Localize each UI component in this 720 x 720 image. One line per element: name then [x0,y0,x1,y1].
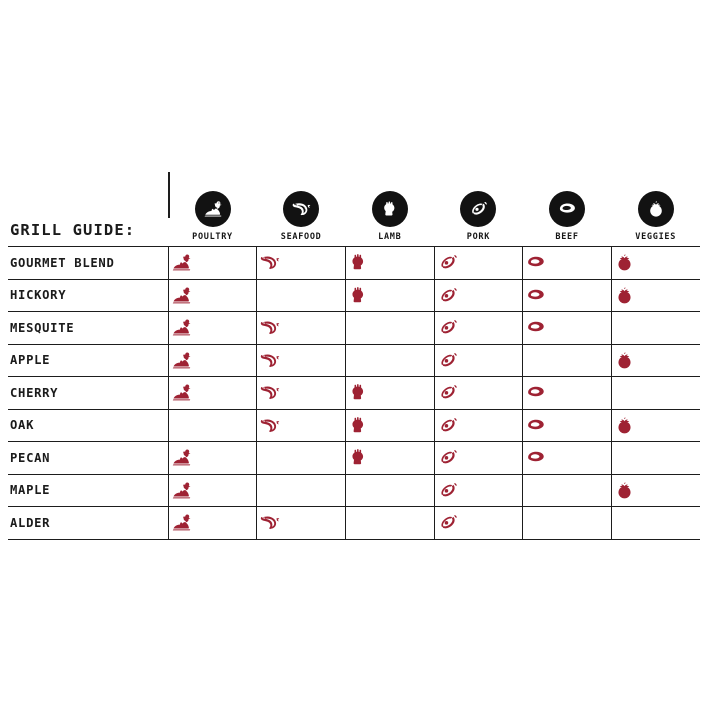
cell-beef [523,344,612,377]
cell-seafood [257,474,346,507]
shrimp-icon [283,191,319,227]
cell-seafood [257,344,346,377]
cell-pork [434,377,523,410]
column-header-veggies [611,172,700,247]
lamb-chop-icon [346,445,434,470]
cell-pork [434,442,523,475]
cell-seafood [257,507,346,540]
cell-lamb [345,377,434,410]
tomato-icon [612,250,700,275]
table-row [8,377,700,410]
row-label: ALDER [10,515,51,530]
cell-veggies [611,377,700,410]
cell-poultry [168,312,257,345]
row-label: APPLE [10,353,51,368]
cell-beef [523,442,612,475]
cell-pork [434,279,523,312]
steak-icon [523,445,611,470]
column-header-lamb [345,172,434,247]
tomato-icon [612,478,700,503]
page-title: GRILL GUIDE: [10,221,136,239]
row-label: PECAN [10,450,51,465]
grill-guide-table-wrapper [8,172,708,540]
cell-poultry [168,409,257,442]
table-row [8,344,700,377]
chicken-icon [169,315,257,340]
row-label-cell [8,247,168,280]
cell-beef [523,474,612,507]
cell-seafood [257,279,346,312]
table-row [8,279,700,312]
lamb-chop-icon [346,250,434,275]
column-header-beef [523,172,612,247]
cell-veggies [611,474,700,507]
cell-pork [434,409,523,442]
cell-lamb [345,312,434,345]
column-label-beef: BEEF [555,232,579,242]
ham-icon [435,315,523,340]
steak-icon [523,315,611,340]
shrimp-icon [257,315,345,340]
ham-icon [435,445,523,470]
cell-veggies [611,409,700,442]
row-label-cell [8,442,168,475]
chicken-icon [169,380,257,405]
tomato-icon [612,348,700,373]
column-header-poultry [168,172,257,247]
cell-lamb [345,442,434,475]
ham-icon [435,283,523,308]
row-label-cell [8,377,168,410]
shrimp-icon [257,380,345,405]
table-row [8,507,700,540]
table-row [8,474,700,507]
cell-lamb [345,507,434,540]
row-label: MAPLE [10,483,51,498]
cell-beef [523,312,612,345]
cell-pork [434,312,523,345]
ham-icon [460,191,496,227]
ham-icon [435,380,523,405]
chicken-icon [169,510,257,535]
cell-seafood [257,247,346,280]
steak-icon [523,283,611,308]
shrimp-icon [257,250,345,275]
shrimp-icon [257,413,345,438]
cell-lamb [345,247,434,280]
shrimp-icon [257,348,345,373]
cell-poultry [168,279,257,312]
cell-poultry [168,474,257,507]
column-label-veggies: VEGGIES [635,232,677,242]
lamb-chop-icon [346,380,434,405]
chicken-icon [169,445,257,470]
column-label-poultry: POULTRY [192,232,233,242]
cell-veggies [611,507,700,540]
cell-poultry [168,442,257,475]
column-header-seafood [257,172,346,247]
steak-icon [523,413,611,438]
cell-veggies [611,442,700,475]
cell-lamb [345,279,434,312]
table-body [8,247,700,540]
cell-veggies [611,279,700,312]
cell-poultry [168,507,257,540]
cell-veggies [611,312,700,345]
row-label-cell [8,507,168,540]
chicken-icon [169,478,257,503]
lamb-chop-icon [372,191,408,227]
cell-lamb [345,409,434,442]
cell-pork [434,507,523,540]
shrimp-icon [257,510,345,535]
cell-poultry [168,377,257,410]
lamb-chop-icon [346,413,434,438]
cell-lamb [345,474,434,507]
column-label-seafood: SEAFOOD [280,232,322,242]
ham-icon [435,478,523,503]
cell-poultry [168,344,257,377]
row-label-cell [8,279,168,312]
cell-seafood [257,377,346,410]
cell-beef [523,377,612,410]
chicken-icon [195,191,231,227]
tomato-icon [638,191,674,227]
table-row [8,409,700,442]
row-label: CHERRY [10,385,59,400]
row-label-cell [8,474,168,507]
row-label-cell [8,409,168,442]
column-label-pork: PORK [466,232,491,242]
ham-icon [435,348,523,373]
row-label-cell [8,312,168,345]
header-column-divider [168,172,170,218]
steak-icon [523,250,611,275]
ham-icon [435,510,523,535]
cell-pork [434,474,523,507]
cell-pork [434,344,523,377]
cell-beef [523,279,612,312]
cell-seafood [257,409,346,442]
table-row [8,247,700,280]
column-header-pork [434,172,523,247]
row-label: MESQUITE [10,320,75,335]
cell-beef [523,507,612,540]
row-label-cell [8,344,168,377]
chicken-icon [169,250,257,275]
cell-seafood [257,442,346,475]
cell-seafood [257,312,346,345]
table-row [8,312,700,345]
grill-guide-table [8,172,700,540]
row-label: OAK [10,418,35,433]
row-label: HICKORY [10,288,67,303]
cell-beef [523,247,612,280]
cell-veggies [611,344,700,377]
page-title-cell [8,172,168,247]
cell-lamb [345,344,434,377]
table-header-row [8,172,700,247]
ham-icon [435,413,523,438]
ham-icon [435,250,523,275]
table-row [8,442,700,475]
row-label: GOURMET BLEND [10,255,115,270]
cell-veggies [611,247,700,280]
cell-poultry [168,247,257,280]
tomato-icon [612,283,700,308]
chicken-icon [169,283,257,308]
column-label-lamb: LAMB [378,232,402,242]
cell-beef [523,409,612,442]
chicken-icon [169,348,257,373]
steak-icon [549,191,585,227]
lamb-chop-icon [346,283,434,308]
cell-pork [434,247,523,280]
tomato-icon [612,413,700,438]
steak-icon [523,380,611,405]
